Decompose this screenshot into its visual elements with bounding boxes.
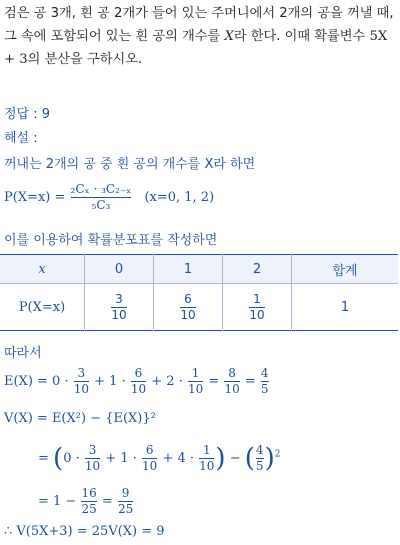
table-row-label: P(X=x) xyxy=(0,284,85,331)
solution-label: 해설 : xyxy=(4,131,38,146)
problem-part1: 검은 공 3개, 흰 공 2개가 들어 있는 주머니에서 2개의 공을 꺼낼 때, 그 속에 포함되어 있는 흰 공의 개수를 xyxy=(4,6,394,44)
table-cell-total: 1 xyxy=(292,284,399,331)
table-header-2: 2 xyxy=(223,255,292,284)
answer-line: 정답 : 9 xyxy=(4,107,51,122)
table-header-0: 0 xyxy=(85,255,154,284)
probability-formula xyxy=(4,182,214,213)
prob-lhs: P(X=x) = xyxy=(4,190,66,205)
table-header-x: x xyxy=(0,255,85,284)
problem-part2: 라 한다. 이때 확률변수 xyxy=(233,29,370,44)
variance-line-2: = (0 · $\frac{3}{10}$ + 1 · $\frac{6}{10}$ + 4 · $\frac{1}{10}$ ) − ( $\frac{4}{5}$ )$^2$ xyxy=(38,443,281,474)
problem-expr: 5X + 3 xyxy=(4,29,388,67)
prob-den: ₅C₃ xyxy=(71,197,132,213)
therefore-label: 따라서 xyxy=(4,346,42,361)
variance-line-1: V(X) = E(X²) − {E(X)}² xyxy=(4,411,156,426)
problem-text xyxy=(4,2,396,71)
table-header-row xyxy=(0,255,398,284)
table-prob-row xyxy=(0,284,398,331)
prob-cond: (x=0, 1, 2) xyxy=(144,190,215,205)
problem-part3: 의 분산을 구하시오. xyxy=(27,52,143,67)
variance-line-3: = 1 − $\frac{16}{25}$ = $\frac{9}{25}$ xyxy=(38,486,134,516)
problem-var: X xyxy=(224,29,234,44)
table-header-1: 1 xyxy=(154,255,223,284)
table-cell-p1: $\frac{6}{10}$ xyxy=(154,284,223,331)
prob-num: ₂Cₓ · ₃C₂₋ₓ xyxy=(70,182,132,196)
expectation-line: E(X) = 0 · $\frac{3}{10}$ + 1 · $\frac{6}{10}$ + 2 · $\frac{1}{10}$ = $\frac{8}{10}$ = $\frac{4}{5}$ xyxy=(4,366,269,396)
table-intro: 이를 이용하여 확률분포표를 작성하면 xyxy=(4,233,218,248)
table-header-total: 합계 xyxy=(292,255,399,284)
solution-intro: 꺼내는 2개의 공 중 흰 공의 개수를 X라 하면 xyxy=(4,157,256,172)
distribution-table xyxy=(0,254,398,331)
final-answer-line: ∴ V(5X+3) = 25V(X) = 9 xyxy=(4,524,165,539)
table-cell-p0: $\frac{3}{10}$ xyxy=(85,284,154,331)
table-cell-p2: $\frac{1}{10}$ xyxy=(223,284,292,331)
prob-fraction xyxy=(71,182,132,213)
